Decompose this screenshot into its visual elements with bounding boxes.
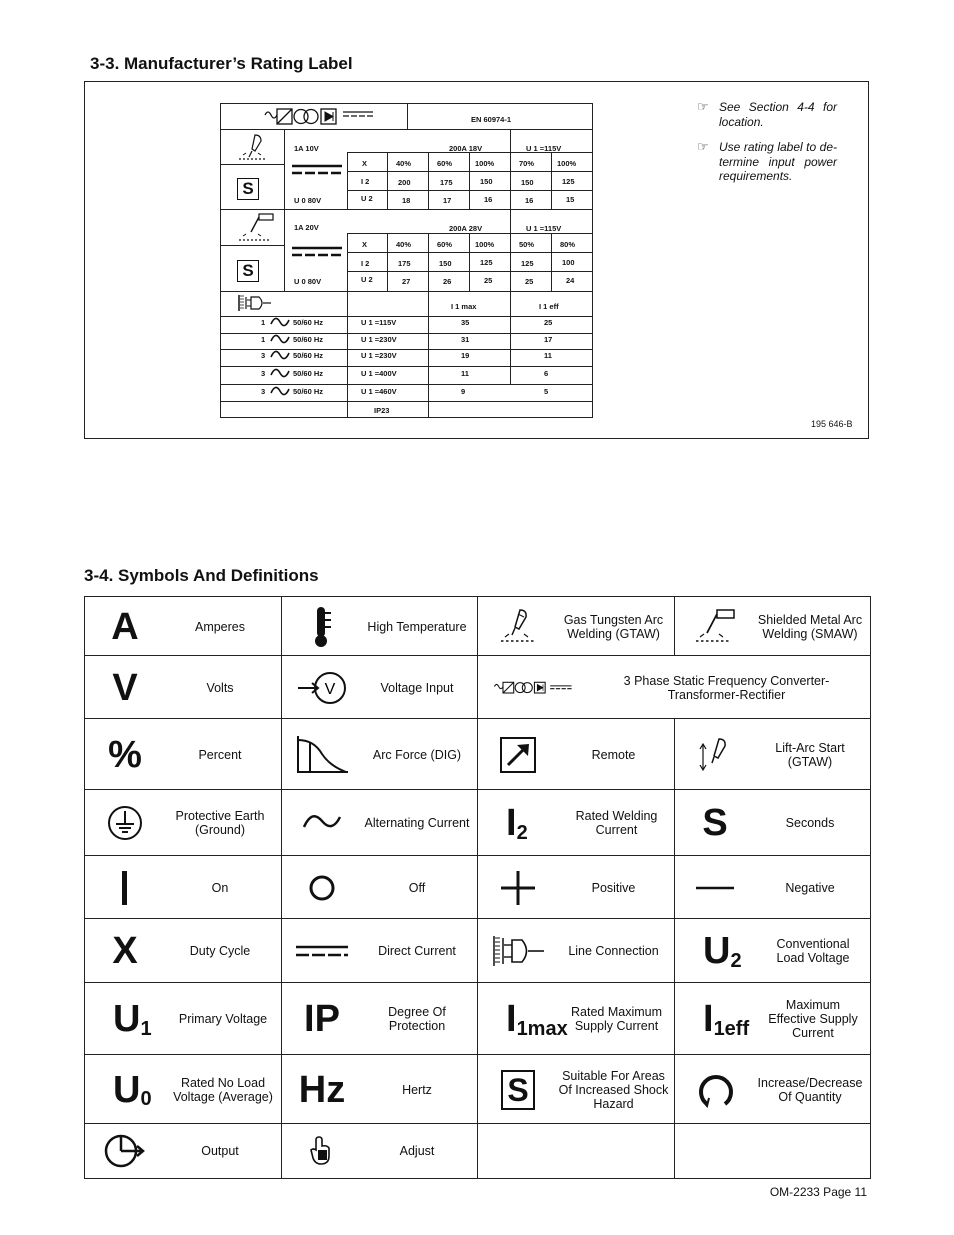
frequency: 50/60 Hz	[293, 369, 324, 378]
output-icon	[85, 1124, 165, 1178]
symbol-cell	[85, 856, 281, 919]
imax-value: 31	[461, 335, 470, 344]
imax-value: 9	[461, 387, 466, 396]
input-voltage: U 1 =115V	[361, 318, 397, 327]
converter-icon	[263, 106, 375, 128]
symbol-definition: Direct Current	[378, 944, 456, 958]
symbol-definition: Adjust	[399, 1144, 435, 1158]
remote-icon	[478, 719, 558, 790]
symbol-definition: Seconds	[785, 816, 835, 830]
symbol-cell	[674, 719, 870, 790]
symbol-glyph: S	[702, 802, 728, 844]
symbol-cell	[281, 719, 477, 790]
ieff-value: 6	[544, 369, 549, 378]
input-voltage: U 1 =230V	[361, 351, 397, 360]
frequency: 50/60 Hz	[293, 387, 324, 396]
symbol-definition: High Temperature	[367, 619, 467, 634]
earth-icon	[85, 790, 165, 856]
symbol-cell	[477, 983, 674, 1055]
symbol-cell	[281, 1124, 477, 1178]
on-icon	[85, 856, 165, 919]
smaw-icon	[675, 597, 755, 656]
section-heading-symbols: 3-4. Symbols And Definitions	[84, 566, 319, 585]
frequency: 50/60 Hz	[293, 335, 324, 344]
symbol-definition: Hertz	[402, 1082, 432, 1097]
ieff-value: 25	[544, 318, 553, 327]
symbol-cell	[85, 1055, 281, 1124]
symbol-cell	[281, 983, 477, 1055]
gtaw-icon	[478, 597, 558, 656]
adjust-icon	[282, 1124, 362, 1178]
symbol-glyph: I 1max	[506, 998, 568, 1040]
symbol-definition: Off	[408, 880, 426, 895]
symbol-cell	[477, 597, 674, 656]
symbol-cell	[477, 719, 674, 790]
symbol-definition: Gas Tungsten Arc Welding (GTAW)	[563, 612, 664, 641]
symbol-glyph: S	[478, 1055, 558, 1124]
symbol-definition: Suitable For Areas Of Increased Shock Hazard	[558, 1068, 669, 1111]
ac-icon	[270, 317, 290, 327]
symbol-cell	[477, 856, 674, 919]
dc-icon	[292, 164, 342, 176]
symbol-cell	[85, 1124, 281, 1178]
symbol-glyph: Hz	[298, 1068, 346, 1111]
ac-icon	[270, 350, 290, 360]
ac-icon	[270, 334, 290, 344]
symbol-cell	[674, 597, 870, 656]
symbol-definition: Positive	[591, 880, 636, 895]
increase-decrease-icon	[675, 1055, 755, 1124]
symbols-table	[84, 596, 871, 1179]
label-code: 195 646-B	[811, 419, 853, 429]
symbol-definition: Remote	[591, 747, 636, 762]
symbol-cell	[85, 983, 281, 1055]
ac-icon	[282, 790, 362, 856]
note-item: ☞ See Section 4-4 for location.	[697, 99, 837, 129]
symbol-definition: Alternating Current	[364, 816, 470, 830]
lift-arc-icon	[675, 719, 755, 790]
shock-hazard-icon: S	[237, 260, 259, 282]
ieff-value: 11	[544, 351, 552, 360]
symbol-cell	[281, 856, 477, 919]
symbol-definition: On	[211, 880, 229, 895]
shock-hazard-icon: S	[237, 178, 259, 200]
symbol-cell	[674, 1124, 870, 1178]
symbol-cell	[674, 790, 870, 856]
voltage-input-icon	[282, 656, 362, 719]
arc-force-icon	[282, 719, 362, 790]
symbol-definition: Negative	[785, 880, 835, 895]
input-voltage: U 1 =400V	[361, 369, 397, 378]
note-item: ☞ Use rating label to de-termine input power requirements.	[697, 139, 837, 183]
converter-icon	[478, 656, 588, 719]
symbol-definition: Volts	[206, 680, 234, 695]
symbol-definition: Arc Force (DIG)	[372, 747, 462, 762]
imax-value: 11	[461, 369, 469, 378]
phase-count: 3	[261, 387, 266, 396]
symbol-definition: Degree Of Protection	[388, 1005, 446, 1033]
symbol-definition	[558, 1124, 669, 1178]
symbol-cell	[674, 856, 870, 919]
dc-icon	[292, 246, 342, 258]
symbol-cell	[281, 919, 477, 983]
thermometer-icon	[282, 597, 362, 656]
symbol-definition: Maximum Effective Supply Current	[768, 998, 858, 1040]
symbol-cell	[674, 983, 870, 1055]
symbol-cell	[477, 656, 870, 719]
symbol-definition: Duty Cycle	[189, 944, 251, 958]
symbol-glyph: V	[112, 666, 138, 709]
symbol-definition: Shielded Metal Arc Welding (SMAW)	[757, 612, 863, 641]
symbol-cell	[281, 597, 477, 656]
imax-value: 35	[461, 318, 470, 327]
symbol-glyph: I 2	[506, 802, 528, 844]
symbol-cell	[477, 1055, 674, 1124]
ieff-value: 5	[544, 387, 549, 396]
symbol-cell	[85, 597, 281, 656]
phase-count: 1	[261, 335, 266, 344]
symbol-glyph: IP	[304, 998, 340, 1040]
symbol-glyph: I 1eff	[703, 998, 750, 1040]
symbol-cell	[85, 656, 281, 719]
input-voltage: U 1 =230V	[361, 335, 397, 344]
symbol-glyph: U 1	[113, 998, 152, 1040]
symbol-cell	[281, 1055, 477, 1124]
symbol-definition: Voltage Input	[380, 680, 454, 695]
symbol-glyph: A	[111, 605, 139, 648]
frequency: 50/60 Hz	[293, 318, 324, 327]
symbol-glyph: U 0	[113, 1068, 152, 1111]
symbol-cell	[85, 919, 281, 983]
symbol-cell	[281, 656, 477, 719]
frequency: 50/60 Hz	[293, 351, 324, 360]
phase-count: 3	[261, 369, 266, 378]
symbol-cell	[281, 790, 477, 856]
symbol-definition: Amperes	[194, 619, 246, 634]
symbol-definition: Lift-Arc Start (GTAW)	[775, 740, 845, 769]
symbol-definition: Line Connection	[568, 944, 659, 958]
ac-icon	[270, 386, 290, 396]
line-connection-icon	[237, 293, 273, 313]
symbol-definition: Increase/Decrease Of Quantity	[757, 1075, 863, 1104]
rating-label-notes	[697, 100, 837, 195]
plus-icon	[478, 856, 558, 919]
symbol-definition: Rated No Load Voltage (Average)	[173, 1075, 273, 1104]
phase-count: 1	[261, 318, 266, 327]
ac-icon	[270, 368, 290, 378]
phase-count: 3	[261, 351, 266, 360]
symbol-definition	[755, 1124, 865, 1178]
rating-label: EN 60974-1 1A 10V 200A 18V U 1 =115V S U 0 80V X I 2 U 2 40% 60% 100% 70% 100% 200 175 150 150 125 18 17 16 16 15 1A 20V 200A 28V U 1 =115V S U 0 80V X I 2 U 2 40% 60% 100% 50% 80% 175 150 125 125 100 27 26 25 25 24 I 1 max I 1 eff 1 50/60 Hz U 1 =115V 35 25 1 50/60 Hz U 1 =230V 31 17 3 50/60 Hz U 1 =230V 19 11 3 50/60 Hz U 1 =400V 11 6 3 50/60 Hz U 1 =460V 9 5 IP23	[220, 103, 593, 418]
input-voltage: U 1 =460V	[361, 387, 397, 396]
symbol-cell	[674, 919, 870, 983]
line-connection-icon	[478, 919, 558, 983]
symbol-cell	[85, 719, 281, 790]
symbol-definition: Percent	[198, 747, 242, 762]
symbol-cell	[477, 790, 674, 856]
smaw-icon	[235, 212, 275, 244]
symbol-definition: Rated Welding Current	[575, 809, 658, 837]
symbol-cell	[674, 1055, 870, 1124]
pointing-hand-icon: ☞	[697, 99, 709, 114]
gtaw-icon	[235, 133, 271, 163]
pointing-hand-icon: ☞	[697, 139, 709, 154]
symbol-cell	[477, 1124, 674, 1178]
minus-icon	[675, 856, 755, 919]
symbol-glyph: U 2	[703, 930, 742, 972]
symbol-definition: Protective Earth (Ground)	[175, 809, 265, 837]
symbol-cell	[85, 790, 281, 856]
symbol-cell	[477, 919, 674, 983]
symbol-glyph: X	[112, 930, 138, 972]
symbol-definition: 3 Phase Static Frequency Converter-Transformer-Rectifier	[623, 673, 830, 702]
ieff-value: 17	[544, 335, 553, 344]
dc-icon	[282, 919, 362, 983]
svg-text:V: V	[324, 680, 336, 698]
symbol-definition: Conventional Load Voltage	[776, 937, 850, 965]
off-icon	[282, 856, 362, 919]
symbol-definition: Rated Maximum Supply Current	[571, 1005, 662, 1033]
symbol-glyph: %	[108, 733, 142, 776]
section-heading-rating-label: 3-3. Manufacturer’s Rating Label	[90, 54, 353, 73]
page-number: OM-2233 Page 11	[769, 1185, 867, 1199]
symbol-definition: Output	[201, 1144, 239, 1158]
symbol-definition: Primary Voltage	[178, 1012, 268, 1026]
imax-value: 19	[461, 351, 470, 360]
